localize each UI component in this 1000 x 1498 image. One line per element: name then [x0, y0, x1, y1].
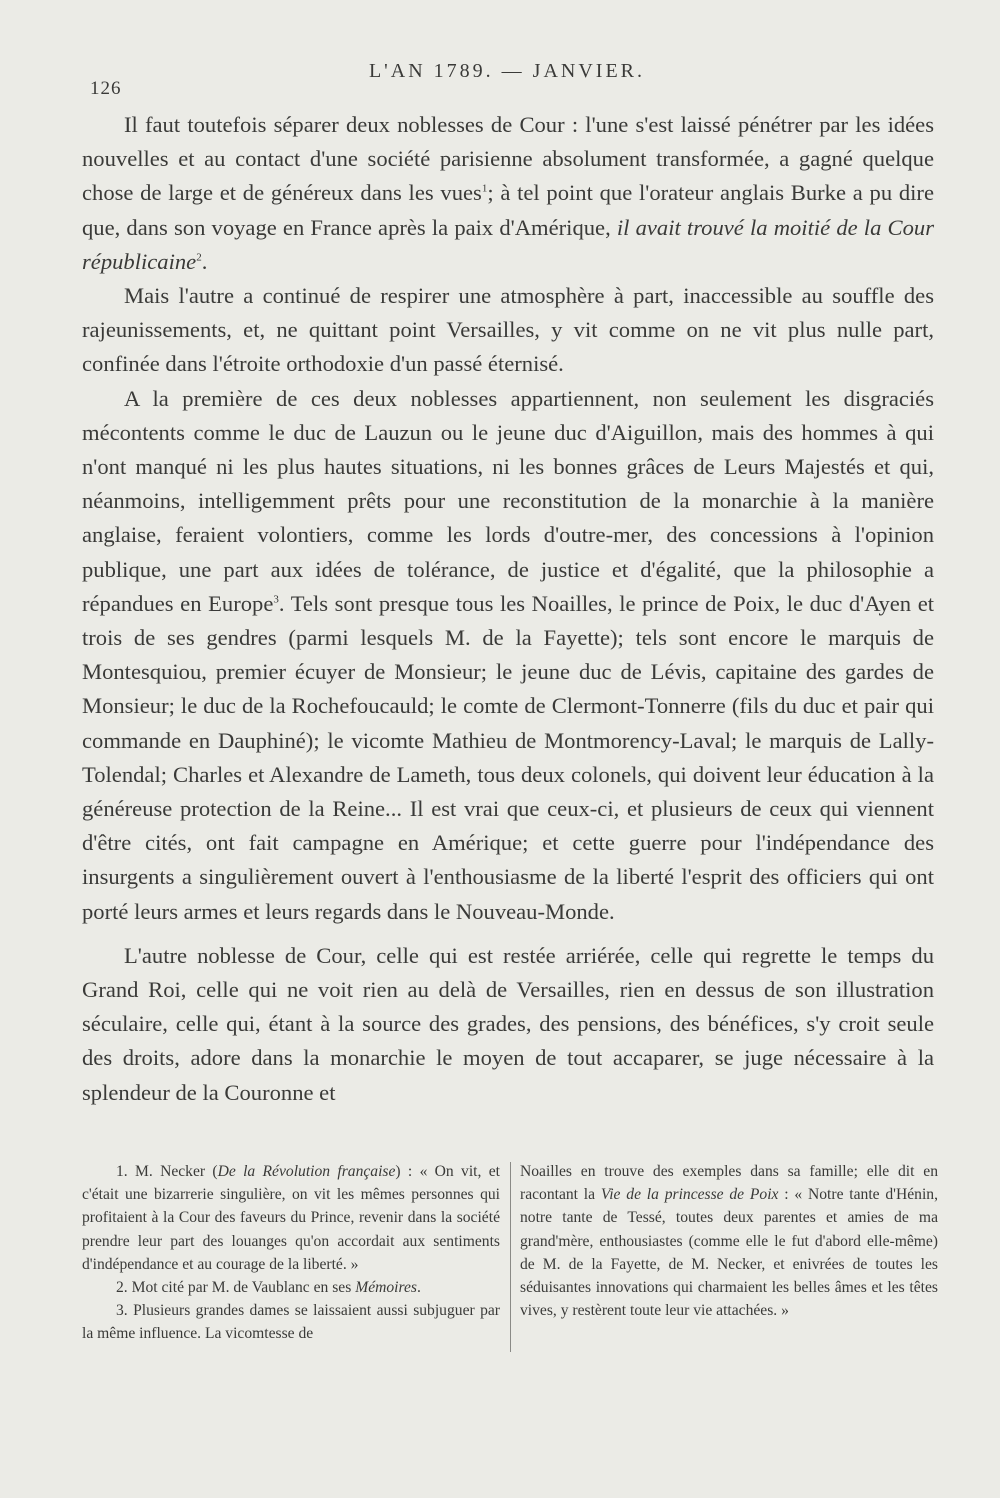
footnotes-right-column: [520, 1160, 938, 1352]
running-head: L'AN 1789. — JANVIER.: [368, 60, 646, 82]
footnote-1-text-b: ) : « On vit, et c'était une bizarrerie singulière, on vit les mêmes personnes qui profitaient à la Cour des faveurs du Prince, revenir dans la société prendre leur part des louanges qu'on accordait aux sentiments d'indépendance et au courage de la liberté. »: [82, 1163, 500, 1273]
paragraph-3-text-b: . Tels sont presque tous les Noailles, le prince de Poix, le duc d'Ayen et trois de ses gendres (parmi lesquels M. de la Fayette); tels sont encore le marquis de Montesquiou, premier écuyer de Monsieur; le jeune duc de Lévis, capitaine des gardes de Monsieur; le duc de la Rochefoucauld; le comte de Clermont-Tonnerre (fils du duc et pair qui commande en Dauphiné); le vicomte Mathieu de Montmorency-Laval; le marquis de Lally-Tolendal; Charles et Alexandre de Lameth, tous deux colonels, qui doivent leur éducation à la généreuse protection de la Reine... Il est vrai que ceux-ci, et plusieurs de ceux qui viennent d'être cités, ont fait campagne en Amérique; et cette guerre pour l'indépendance des insurgents a singulièrement ouvert à l'enthousiasme de la liberté l'esprit des officiers qui ont porté leurs armes et leurs regards dans le Nouveau-Monde.: [82, 590, 934, 924]
paragraph-1-end: .: [201, 248, 208, 274]
footnote-3-continued: [520, 1160, 938, 1322]
footnotes: [82, 1160, 938, 1352]
main-text: [82, 108, 934, 1110]
footnote-2-end: .: [416, 1279, 421, 1297]
footnote-3-cont-text-a: Noailles en trouve des exemples dans sa famille; elle dit en racontant la: [520, 1163, 938, 1204]
footnote-1-text-a: 1. M. Necker (: [116, 1163, 218, 1180]
paragraph-2: Mais l'autre a continué de respirer une atmosphère à part, inaccessible au souffle des rajeunissements, et, ne quittant point Versailles, y vit comme on ne vit plus nulle part, confinée dans l'étroite orthodoxie d'un passé éternisé.: [82, 283, 934, 377]
footnote-2: [82, 1276, 500, 1299]
paragraph-1-quote: il avait trouvé la moitié de la Cour républicaine: [82, 214, 934, 274]
footnote-3-cont-title: Vie de la princesse de Poix: [600, 1186, 779, 1204]
footnote-ref-2: 2: [196, 251, 202, 264]
footnote-3: 3. Plusieurs grandes dames se laissaient aussi subjuguer par la même influence. La vicomtesse de: [82, 1302, 500, 1343]
paragraph-4: L'autre noblesse de Cour, celle qui est restée arriérée, celle qui regrette le temps du Grand Roi, celle qui ne voit rien au delà de Versailles, rien en dessus de son illustration séculaire, celle qui, étant à la source des grades, des pensions, des bénéfices, s'y croit seule des droits, adore dans la monarchie le moyen de tout accaparer, se juge nécessaire à la splendeur de la Couronne et: [82, 942, 934, 1105]
page-header: [82, 60, 932, 100]
footnote-3-cont-text-b: : « Notre tante d'Hénin, notre tante de Tessé, toutes deux parentes et amies de ma grand'mère, enthousiastes (comme elle le fut d'abord elle-même) de M. de la Fayette, de M. Necker, et enivrées de toutes les séduisantes innovations qui charmaient les belles âmes et les têtes vives, y restèrent toute leur vie attachées. »: [520, 1186, 938, 1320]
paragraph-3: [82, 382, 934, 929]
footnote-1: [82, 1160, 500, 1276]
paragraph-1: [82, 108, 934, 279]
column-divider: [510, 1162, 511, 1352]
footnote-2-title: Mémoires: [355, 1279, 417, 1297]
paragraph-1-text-b: ; à tel point que l'orateur anglais Burke a pu dire que, dans son voyage en France après la paix d'Amérique,: [82, 180, 934, 240]
page-number: 126: [90, 78, 122, 99]
paragraph-1-text-a: Il faut toutefois séparer deux noblesses de Cour : l'une s'est laissé pénétrer par les idées nouvelles et au contact d'une société parisienne absolument transformée, a gagné quelque chose de large et de généreux dans les vues: [82, 112, 934, 206]
footnote-1-title: De la Révolution française: [217, 1163, 396, 1180]
footnote-ref-3: 3: [273, 593, 279, 606]
footnote-2-text: 2. Mot cité par M. de Vaublanc en ses: [116, 1279, 352, 1297]
footnotes-left-column: [82, 1160, 500, 1352]
footnote-ref-1: 1: [481, 182, 488, 195]
paragraph-3-text-a: A la première de ces deux noblesses appartiennent, non seulement les disgraciés mécontents comme le duc de Lauzun ou le jeune duc d'Aiguillon, mais des hommes à qui n'ont manqué ni les plus hautes situations, ni les bonnes grâces de Leurs Majestés et qui, néanmoins, intelligemment prêts pour une reconstitution de la monarchie à la manière anglaise, feraient volontiers, comme les lords d'outre-mer, des concessions à l'opinion publique, une part aux idées de tolérance, de justice et d'égalité, que la philosophie a répandues en Europe: [82, 385, 934, 616]
